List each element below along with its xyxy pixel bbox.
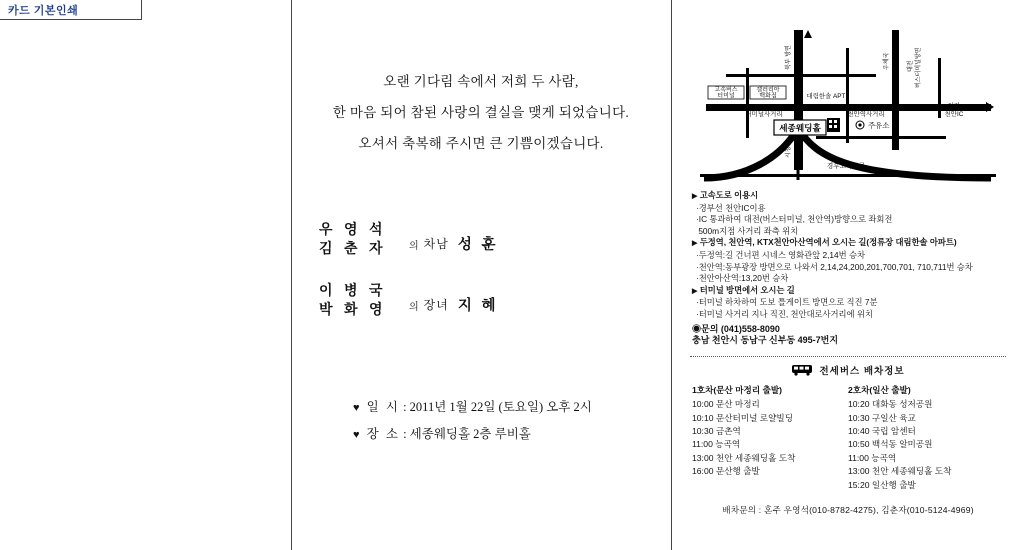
family-bride: [319, 282, 671, 320]
shuttle-column-1: [692, 384, 848, 492]
svg-text:대전: 대전: [908, 60, 914, 72]
shuttle-row: [848, 479, 1004, 492]
shuttle-place: 능곡역: [871, 452, 897, 463]
shuttle-time: 10:00: [692, 399, 714, 410]
venue-address: 충남 천안시 동남구 신부동 495-7번지: [692, 335, 839, 346]
shuttle-time: 10:20: [848, 399, 870, 410]
event-place-label: 장 소: [366, 427, 400, 441]
shuttle-row: [692, 425, 848, 438]
greeting-line-1: 오랜 기다림 속에서 저희 두 사람,: [383, 74, 579, 89]
triangle-icon: ▶: [692, 193, 698, 200]
bride-parents: [319, 282, 405, 320]
shuttle-time: 11:00: [692, 439, 713, 450]
shuttle-time: 15:20: [848, 479, 870, 490]
header-tab-label: 카드 기본인쇄: [8, 4, 79, 17]
groom-father-name: 우 영 석: [319, 223, 387, 238]
family-groom: [319, 221, 671, 259]
direction-section: [692, 237, 1010, 284]
direction-section-title: [692, 237, 1010, 250]
shuttle-place: 구일산 육교: [871, 412, 916, 423]
shuttle-title-row: [686, 363, 1010, 377]
shuttle-column-header: 2호차(일산 출발): [848, 384, 911, 395]
svg-text:버스터미널방면: 버스터미널방면: [916, 47, 922, 88]
direction-line: ·터미널 하차하여 도보 틀게이트 방면으로 직진 7분: [696, 297, 878, 308]
bus-icon: [791, 364, 813, 376]
svg-text:터미널: 터미널: [717, 93, 735, 100]
direction-section-title: [692, 190, 1010, 203]
shuttle-row: [692, 412, 848, 425]
svg-text:갤러리아: 갤러리아: [756, 87, 780, 94]
svg-text:북부 방면: 북부 방면: [786, 45, 792, 70]
groom-name: 성 훈: [457, 236, 499, 253]
shuttle-place: 천안 세종웨딩홀 도착: [715, 452, 796, 463]
event-place-row: [353, 421, 671, 448]
shuttle-title: 전세버스 배차정보: [819, 365, 905, 377]
shuttle-place: 일산행 출발: [871, 479, 916, 490]
bride-father-name: 이 병 국: [319, 284, 387, 299]
svg-text:세종웨딩홀: 세종웨딩홀: [779, 123, 821, 133]
direction-section: [692, 190, 1010, 237]
families-block: [291, 221, 671, 320]
info-panel: [672, 0, 1024, 550]
shuttle-place: 문산터미널 로얄빌딩: [715, 412, 794, 423]
shuttle-row: [692, 398, 848, 411]
shuttle-row: [848, 438, 1004, 451]
event-place-sep: :: [403, 427, 410, 441]
svg-text:시청: 시청: [786, 146, 792, 158]
shuttle-place: 금촌역: [715, 425, 741, 436]
direction-section-title: [692, 285, 1010, 298]
shuttle-place: 능곡역: [715, 439, 741, 450]
shuttle-table: [686, 384, 1010, 492]
shuttle-row: [848, 412, 1004, 425]
greeting-block: [291, 66, 671, 159]
groom-relation-particle: 의: [409, 240, 419, 252]
svg-text:천안역사거리: 천안역사거리: [847, 111, 885, 118]
event-place-value: 세종웨딩홀 2층 루비홀: [409, 427, 531, 441]
family-spacer: [319, 266, 671, 282]
shuttle-row: [848, 425, 1004, 438]
shuttle-place: 백석동 알미공원: [871, 439, 933, 450]
shuttle-time: 10:10: [692, 412, 714, 423]
heart-icon: ♥: [353, 402, 360, 414]
shuttle-time: 10:50: [848, 439, 870, 450]
shuttle-place: 대화동 성저공원: [871, 399, 933, 410]
direction-line: ·경부선 천안IC이용: [696, 202, 766, 213]
bride-name: 지 혜: [457, 297, 499, 314]
event-date-sep: :: [403, 400, 410, 414]
shuttle-row: [848, 452, 1004, 465]
shuttle-column-header: 1호차(문산 마정리 출발): [692, 384, 782, 395]
shuttle-contact: 배차문의 : 혼주 우영석(010-8782-4275), 김춘자(010-5124-4969): [722, 504, 974, 515]
heart-icon: ♥: [353, 429, 360, 441]
groom-parents: [319, 221, 405, 259]
svg-text:천안IC: 천안IC: [944, 111, 964, 118]
direction-section: [692, 285, 1010, 321]
contact-phone: ◉문의 (041)558-8090: [692, 323, 780, 334]
svg-text:주유소: 주유소: [868, 121, 890, 130]
shuttle-time: 10:40: [848, 425, 870, 436]
direction-line: 500m지점 사거리 좌측 위치: [698, 225, 799, 236]
bride-mother-name: 박 화 영: [319, 303, 387, 318]
triangle-icon: ▶: [692, 240, 698, 248]
svg-text:경부고속도로: 경부고속도로: [826, 163, 866, 170]
shuttle-place: 국립 암센터: [871, 425, 916, 436]
shuttle-time: 10:30: [848, 412, 870, 423]
direction-title-text: 터미널 방면에서 오시는 길: [699, 284, 795, 295]
event-date-label: 일 시: [366, 400, 400, 414]
event-date-row: [353, 394, 671, 421]
svg-text:우체국: 우체국: [884, 52, 890, 70]
section-divider: [690, 356, 1006, 357]
shuttle-time: 16:00: [692, 466, 714, 477]
svg-text:대림한솔 APT: 대림한솔 APT: [806, 93, 846, 100]
groom-relation: 차남: [423, 236, 449, 251]
svg-text:백화점: 백화점: [759, 93, 777, 100]
groom-mother-name: 김 춘 자: [319, 242, 387, 257]
direction-line: ·터미널 사거리 지나 직진, 천안대로사거리에 위치: [696, 308, 873, 319]
shuttle-row: [692, 438, 848, 451]
shuttle-place: 천안 세종웨딩홀 도착: [871, 466, 952, 477]
header-tab[interactable]: [0, 0, 142, 20]
event-details: [291, 394, 671, 448]
shuttle-column-2: [848, 384, 1004, 492]
shuttle-row: [848, 398, 1004, 411]
bride-relation-particle: 의: [409, 301, 419, 313]
shuttle-row: [692, 465, 848, 478]
shuttle-time: 10:30: [692, 425, 714, 436]
svg-text:고속버스: 고속버스: [714, 87, 738, 94]
directions-block: [686, 190, 1010, 347]
shuttle-place: 문산 마정리: [715, 399, 760, 410]
direction-title-text: 고속도로 이용시: [699, 190, 759, 200]
invitation-panel: [291, 0, 671, 550]
bride-relation: 장녀: [423, 297, 449, 312]
location-map: [686, 8, 1010, 184]
event-date-value: 2011년 1월 22일 (토요일) 오후 2시: [409, 400, 592, 414]
svg-text:입장: 입장: [947, 103, 961, 110]
shuttle-place: 문산행 출발: [715, 466, 760, 477]
shuttle-row: [692, 452, 848, 465]
greeting-line-3: 오셔서 축복해 주시면 큰 기쁨이겠습니다.: [358, 136, 604, 151]
greeting-line-2: 한 마음 되어 참된 사랑의 결실을 맺게 되었습니다.: [332, 105, 630, 120]
triangle-icon: ▶: [692, 287, 698, 295]
direction-line: ·두정역:길 건너편 시네스 영화관앞 2,14번 승차: [696, 249, 865, 260]
svg-text:터미널사거리: 터미널사거리: [745, 111, 783, 118]
shuttle-time: 13:00: [692, 452, 714, 463]
direction-line: ·천안역:동부광장 방면으로 나와서 2,14,24,200,201,700,701, 710,711번 승차: [696, 261, 973, 272]
shuttle-row: [848, 465, 1004, 478]
direction-line: ·천안아산역:13,20번 승차: [696, 273, 789, 284]
direction-line: ·IC 통과하여 대전(버스터미널, 천안역)방향으로 좌회전: [696, 214, 893, 225]
shuttle-time: 13:00: [848, 466, 870, 477]
direction-title-text: 두정역, 천안역, KTX천안아산역에서 오시는 길(정류장 대림한솔 아파트): [699, 237, 957, 248]
shuttle-time: 11:00: [848, 452, 869, 463]
